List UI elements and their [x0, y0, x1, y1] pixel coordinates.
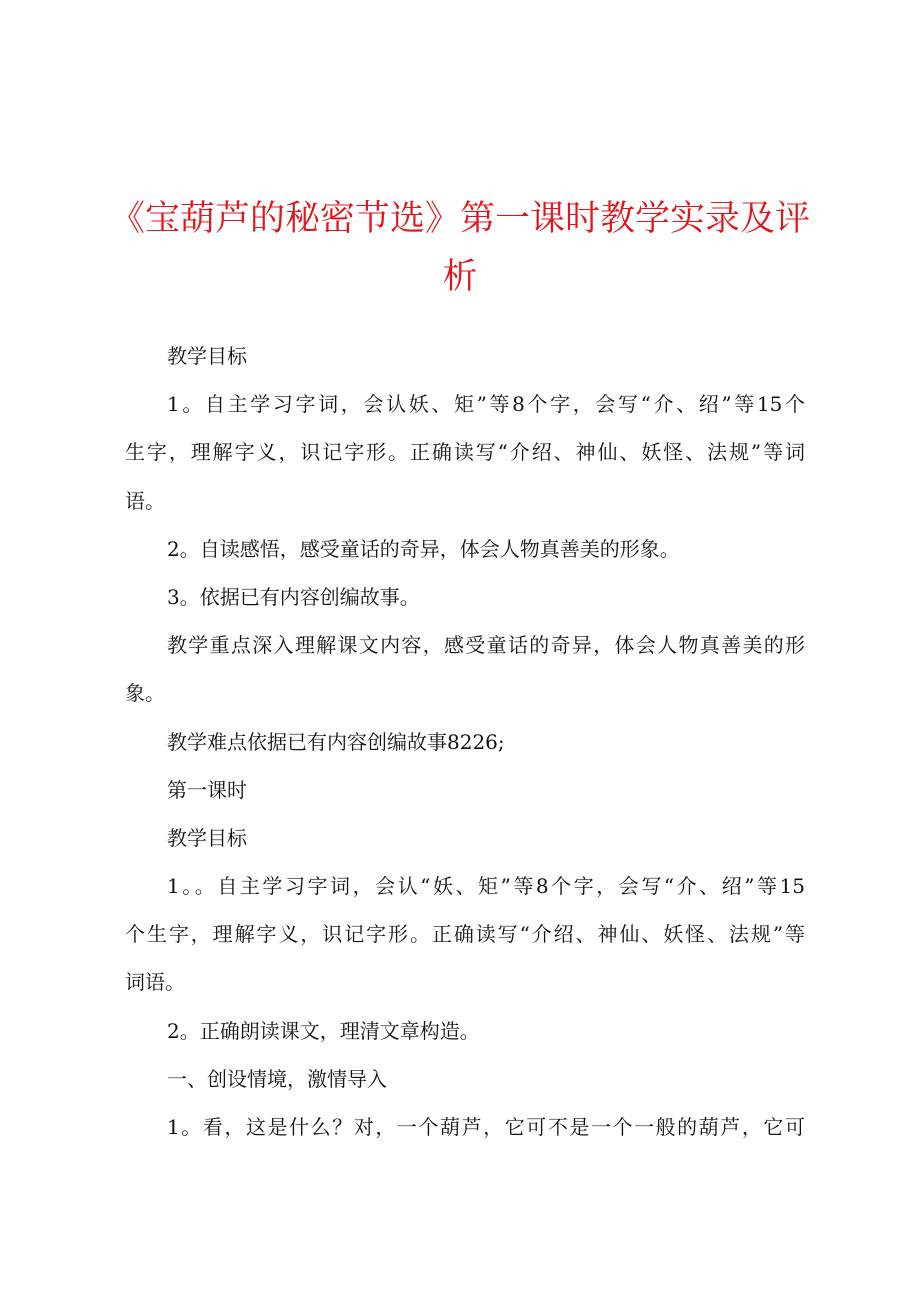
- document-title: [110, 190, 810, 306]
- text-line: 教学目标: [167, 825, 247, 850]
- text-line: 个生字，理解字义，识记字形。正确读写“介绍、神仙、妖怪、法规”等: [125, 922, 805, 947]
- text-line: 1。自主学习字词，会认妖、矩”等8个字，会写“介、绍”等15个: [167, 392, 805, 417]
- text-line: 2。自读感悟，感受童话的奇异，体会人物真善美的形象。: [167, 536, 680, 561]
- text-line: 教学重点深入理解课文内容，感受童话的奇异，体会人物真善美的形: [167, 633, 805, 658]
- text-line: 1。看，这是什么？对，一个葫芦，它可不是一个一般的葫芦，它可: [167, 1115, 805, 1139]
- text-line: 2。正确朗读课文，理清文章构造。: [167, 1018, 480, 1043]
- text-line: 教学目标: [167, 344, 247, 368]
- title-line: 析: [442, 257, 478, 297]
- text-line: 生字，理解字义，识记字形。正确读写“介绍、神仙、妖怪、法规”等词: [125, 440, 805, 465]
- text-line: 1。。自主学习字词，会认“妖、矩”等8个字，会写“介、绍”等15: [167, 874, 805, 899]
- text-line: 象。: [125, 681, 165, 706]
- text-line: 第一课时: [167, 777, 247, 802]
- title-line: 《宝葫芦的秘密节选》第一课时教学实录及评: [110, 199, 811, 239]
- text-line: 词语。: [125, 970, 185, 995]
- text-line: 语。: [125, 488, 165, 513]
- text-line: 3。依据已有内容创编故事。: [167, 584, 420, 609]
- text-line: 一、创设情境，激情导入: [167, 1066, 387, 1091]
- document-body: [125, 332, 805, 1151]
- text-line: 教学难点依据已有内容创编故事8226;: [167, 729, 505, 754]
